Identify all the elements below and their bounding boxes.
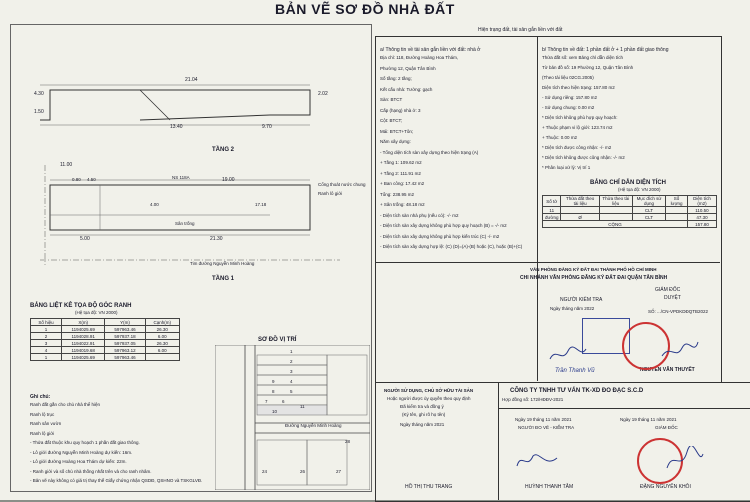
table-header-cell: Số tờ [543,196,561,207]
owner-name: HỒ THỊ THU TRANG [405,484,453,490]
document-title: BẢN VẼ SƠ ĐỒ NHÀ ĐẤT [275,1,455,17]
text-line: * Diện tích không được công nhận: -/- m2 [542,155,625,160]
text-line: Ranh lộ trục [30,411,55,417]
text-line: + Tầng 2: 111.91 m2 [380,170,421,176]
location-map [215,345,370,490]
f1-note-ns: NS 118A [172,175,190,180]
approval-date: Ngày tháng năm 2022 [550,306,595,311]
text-line: - Ranh giới và số chủ nhà thống nhất trên và cho ranh nhâm. [30,468,152,474]
company-date-right: Ngày 19 tháng 11 năm 2021 [620,417,677,422]
f1-dim-b: 0.80 [72,177,81,182]
road-nmh: Đường Nguyễn Minh Hoàng [285,423,342,428]
table-cell: 1194025.69 [61,326,104,333]
table-header-cell: Thửa đất theo tài liệu [561,196,599,207]
table-cell [599,207,632,214]
info-b-heading: b/ Thông tin về đất: 1 phần đất ở + 1 phần đất giao thông [542,47,669,53]
drafter-name: HUỲNH THANH TÂM [525,484,574,490]
table-cell [666,207,688,214]
table-row [31,347,180,354]
table-cell: 1194025.69 [61,354,104,361]
f2-dim-top: 21.04 [185,77,198,83]
f1-road-nmh: Tim đường Nguyễn Minh Hoàng [190,261,255,266]
company-director-name: ĐẶNG NGUYỄN KHÔI [640,484,691,490]
table-cell: CLT [632,207,665,214]
text-line: Sàn: BTCT [380,97,403,102]
table-row [543,214,717,221]
f2-dim-e: 2.02 [318,91,328,97]
text-line: - Diện tích sàn xây dựng hợp lệ: (C) (D)=(A)-(B) hoặc (C), hoặc (B)+(C) [380,244,523,249]
approval-line2: CHI NHÁNH VĂN PHÒNG ĐĂNG KÝ ĐẤT ĐAI QUẬN TÂN BÌNH [520,275,668,281]
text-line: + Sân trống: 48.18 m2 [380,202,425,207]
area-table-title: BẢNG CHỈ DẪN DIỆN TÍCH [590,180,666,186]
table-row [543,207,717,214]
lot-28: 28 [345,439,351,444]
table-cell: CLT [632,214,665,221]
f1-note-drain: Cổng thoát nước chung [318,182,366,187]
table-cell: 26.30 [145,326,179,333]
approval-line1: VĂN PHÒNG ĐĂNG KÝ ĐẤT ĐAI THÀNH PHỐ HỒ CHÍ MINH [530,267,657,272]
company-date-left: Ngày 19 tháng 11 năm 2021 [515,417,572,422]
text-line: Kết cấu nhà: Tường: gạch [380,86,433,92]
company-name: CÔNG TY TNHH TƯ VẤN TK-XD ĐO ĐẠC S.C.D [510,388,644,394]
table-header-cell: Cạnh(m) [145,319,179,326]
lot-1: 1 [290,349,293,354]
area-table-subtitle: (Hệ tọa độ: VN 2000) [618,187,661,192]
owner-note3: (Ký tên, ghi rõ họ tên) [402,412,446,417]
company-director-signature [665,446,705,474]
table-cell: 597963.12 [105,347,145,354]
text-line: Ranh đất gắn cho chủ nhà thể hiện [30,402,101,407]
table-cell [561,207,599,214]
table-row [31,354,180,361]
f1-dim-a: 11.00 [60,162,73,168]
text-line: * Phân loại xử lý: Vị trí 1 [542,165,591,170]
lot-26: 26 [300,469,306,474]
lot-10: 10 [272,409,278,414]
text-line: - Sử dụng chung: 0.00 m2 [542,105,595,110]
text-line: - Diện tích sàn xây dựng không phù hợp quy hoạch (B) = -/- m2 [380,223,507,228]
table-cell: 1 [31,354,62,361]
f1-note-boundary: Ranh lô giới [318,191,343,196]
text-line: Cột: BTCT; [380,118,403,123]
table-row [31,340,180,347]
text-line: * Diện tích không phù hợp quy hoạch: [542,115,618,120]
legend-title: Ghi chú: [30,394,51,400]
table-cell: 1194019.68 [61,347,104,354]
text-line: - Tổng diện tích sàn xây dựng theo hiện trạng (A) [380,149,479,155]
table-cell: 1194022.91 [61,340,104,347]
location-map-title: SƠ ĐỒ VỊ TRÍ [258,337,297,343]
table-header-cell: Diện tích (m2) [687,196,716,207]
approval-reg-no: SỐ: .../CN-VPDKDĐQTB2022 [648,309,709,314]
f2-dim-b: 9.70 [262,124,272,130]
text-line: Ranh sân vườn [30,421,62,426]
f1-dim-f: 17.18 [255,202,267,207]
lot-5: 5 [290,389,293,394]
table-cell: 110.50 [687,207,716,214]
f1-dim-g: 5.00 [80,236,90,242]
f1-dim-c: 4.50 [87,177,96,182]
owner-note2: Đã kiểm tra và đồng ý [400,404,444,409]
text-line: + Ban công: 17.42 m2 [380,181,425,186]
approval-director-label: GIÁM ĐỐC [655,287,681,293]
lot-4: 4 [290,379,293,384]
table-cell: 597937.05 [105,340,145,347]
text-line: Ranh lộ giới [30,430,55,436]
text-line: Năm xây dựng: [380,139,411,144]
table-cell [599,214,632,221]
table-header-cell: Số lượng [666,196,688,207]
text-line: (Theo tài liệu 02CG.2005) [542,75,594,80]
table-header-cell: Thửa theo tài liệu [599,196,632,207]
table-cell: 2 [31,333,62,340]
text-line: Cấp (hạng) nhà ở: 3 [380,107,421,113]
f1-dim-h: 21.30 [210,236,223,242]
text-line: Diện tích theo hiện trạng: 157.80 m2 [542,85,615,90]
table-row [31,326,180,333]
text-line: Thửa đất số: xem Bảng chỉ dẫn diện tích [542,55,624,60]
f1-dim-d: 19.00 [222,177,235,183]
company-contract: Hợp đồng số: 172/HĐĐV-2021 [502,397,564,402]
table-header-cell: Y(m) [105,319,145,326]
text-line: - Bản vẽ này không có giá trị thay thế Giấy chứng nhận QSDĐ, QSHNO và TSKGLVĐ. [30,478,203,483]
table-cell: 1194028.91 [61,333,104,340]
table-cell: 6.00 [145,333,179,340]
text-line: Địa chỉ: 118, Đường Hoàng Hoa Thám, [380,55,459,60]
owner-date: Ngày tháng năm 2021 [400,422,445,427]
text-line: - Diện tích sàn nhà phụ (nếu có): -/- m2 [380,212,459,218]
floor2-plan [40,70,360,150]
f1-dim-e: 4.00 [150,202,159,207]
owner-title: NGƯỜI SỬ DỤNG, CHỦ SỞ HỮU TÀI SẢN [384,388,474,393]
table-row [31,333,180,340]
text-line: + Thuộc phạm vi lộ giới: 123.74 m2 [542,125,613,130]
total-label: CỘNG [543,221,688,228]
lot-11: 11 [300,404,305,409]
lot-27: 27 [336,469,342,474]
approval-checker-name: Trần Thanh Vũ [555,368,595,374]
text-line: + Thuộc: 0.00 m2 [542,135,578,140]
area-table [542,195,717,228]
table-header-row [31,319,180,326]
table-header-cell: Số hiệu [31,319,62,326]
drafter-signature [515,448,560,473]
table-cell: 4 [31,347,62,354]
table-cell: 597963.46 [105,326,145,333]
text-line: - Lô giới đường Hoàng Hoa Thám dự kiến: 22m. [30,459,127,464]
f1-note-yard: Sân trống [175,221,195,226]
table-header-row [543,196,717,207]
text-line: Tờ bản đồ số: 19 Phường 12, Quận Tân Bình [542,65,634,70]
lot-6: 6 [282,399,285,404]
info-divider [537,36,538,381]
text-line: + Tầng 1: 109.62 m2 [380,160,422,165]
lot-2: 2 [290,359,293,364]
lot-9: 9 [272,379,275,384]
text-line: - Diện tích sàn xây dựng không phù hợp kiến trúc (C) -/- m2 [380,233,500,239]
floor1-label: TẦNG 1 [212,276,235,282]
info-a-heading: a/ Thông tin về tài sản gắn liền với đất: nhà ở [380,47,481,53]
lot-24: 24 [262,469,268,474]
table-cell [666,214,688,221]
text-line: - Sử dụng riêng: 157.80 m2 [542,95,598,100]
text-line: Phường 12, Quận Tân Bình [380,65,436,71]
coord-table-subtitle: (Hệ tọa độ: VN 2000) [75,310,118,315]
table-cell: 1 [31,326,62,333]
floor2-label: TẦNG 2 [212,147,235,153]
table-cell: 47.30 [687,214,716,221]
text-line: - Thửa đất thuộc khu quy hoạch 1 phần đất giao thông. [30,440,140,445]
table-cell [145,354,179,361]
text-line: - Lô giới đường Nguyễn Minh Hoàng dự kiến: 16m. [30,449,133,455]
table-cell: 26.30 [145,340,179,347]
text-line: * Diện tích được công nhận: -/- m2 [542,145,612,150]
approval-director-name: NGUYỄN VĂN THUYẾT [640,367,695,373]
table-cell: 6.00 [145,347,179,354]
company-director-label: GIÁM ĐỐC [655,425,678,430]
table-cell: Ø [561,214,599,221]
approval-approved-label: DUYỆT [664,295,681,301]
table-header-cell: X(m) [61,319,104,326]
table-total-row [543,221,717,228]
coord-table [30,318,180,361]
director-signature [660,340,700,362]
table-cell: đường [543,214,561,221]
table-cell: 597937.18 [105,333,145,340]
coord-table-title: BẢNG LIỆT KÊ TỌA ĐỘ GÓC RANH [30,303,132,309]
lot-3: 3 [290,369,293,374]
header-right: Hiện trạng đất, tài sản gắn liền với đất [478,27,563,33]
table-cell: 597963.46 [105,354,145,361]
table-header-cell: Mục đích sử dụng [632,196,665,207]
table-cell: 11 [543,207,561,214]
f2-dim-c: 4.30 [34,91,44,97]
checker-signature [548,345,588,365]
owner-note1: Hoặc người được ủy quyền theo quy định [387,396,471,401]
f2-dim-d: 1.50 [34,109,44,115]
text-line: Mái: BTCT+Tôn; [380,128,414,134]
approval-checker-label: NGƯỜI KIỂM TRA [560,297,603,303]
text-line: Tổng: 238.95 m2 [380,191,415,197]
drafter-label: NGƯỜI ĐO VẼ - KIỂM TRA [518,425,575,430]
total-value: 157.80 [687,221,716,228]
text-line: Số tầng: 2 tầng; [380,76,412,81]
table-cell: 3 [31,340,62,347]
lot-8: 8 [272,389,275,394]
f2-dim-a: 13.40 [170,124,183,130]
lot-7: 7 [265,399,268,404]
